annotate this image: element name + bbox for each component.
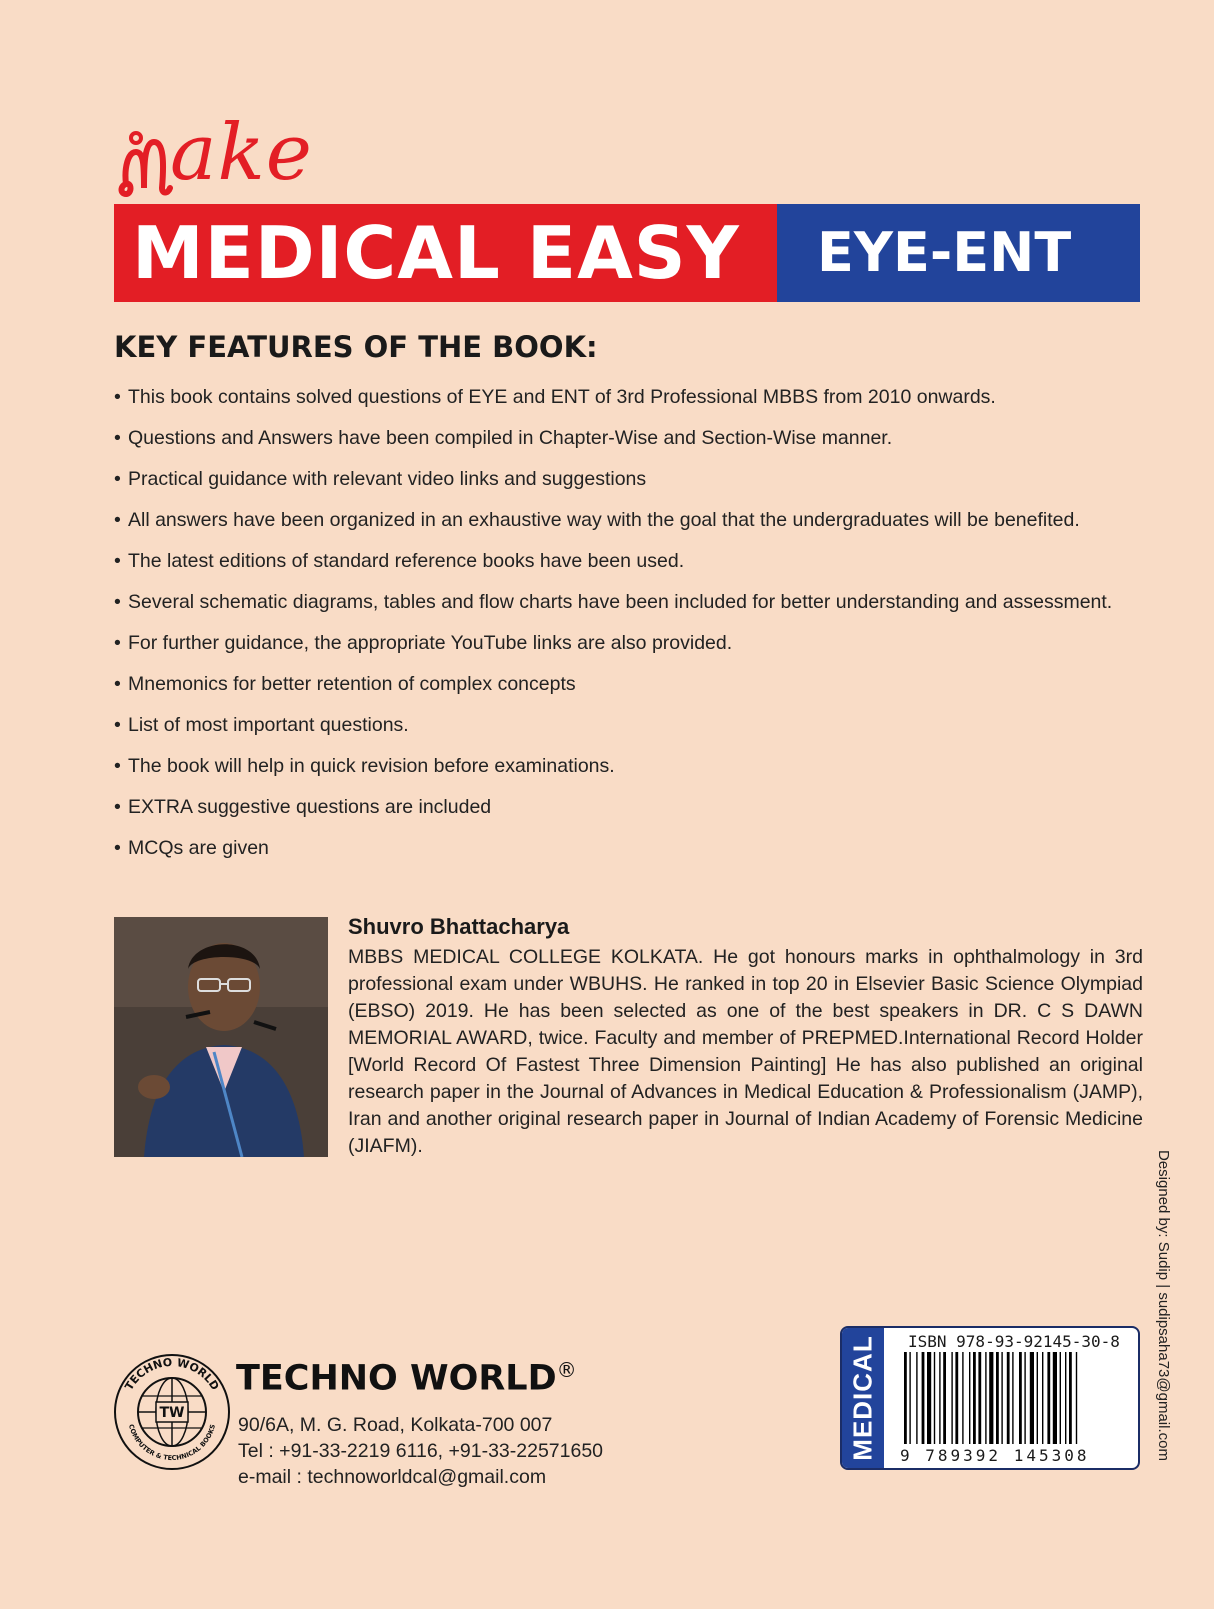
barcode-bar xyxy=(909,1352,910,1444)
list-item: • All answers have been organized in an exhaustive way with the goal that the undergraduates will be benefited. xyxy=(114,505,1194,546)
list-item: • This book contains solved questions of EYE and ENT of 3rd Professional MBBS from 2010 onwards. xyxy=(114,382,1194,423)
publisher-email: e-mail : technoworldcal@gmail.com xyxy=(238,1466,547,1488)
logo-monogram: TW xyxy=(159,1405,185,1421)
bullet-icon: • xyxy=(114,509,121,531)
barcode-bar xyxy=(969,1352,970,1444)
barcode-icon xyxy=(902,1352,1132,1444)
barcode-bar xyxy=(1030,1352,1034,1444)
bullet-icon: • xyxy=(114,632,121,654)
publisher-logo xyxy=(112,1352,232,1472)
banner-subtitle: EYE-ENT xyxy=(777,204,1140,302)
publisher-phone: Tel : +91-33-2219 6116, +91-33-22571650 xyxy=(238,1440,604,1462)
isbn-barcode-block xyxy=(840,1326,1140,1470)
make-script-logo xyxy=(118,108,418,210)
list-item: • MCQs are given xyxy=(114,833,1194,874)
barcode-bar xyxy=(955,1352,958,1444)
bullet-icon: • xyxy=(114,550,121,572)
logo-ring-bottom-text: COMPUTER & TECHNICAL BOOKS xyxy=(126,1423,218,1463)
key-features-heading: KEY FEATURES OF THE BOOK: xyxy=(114,330,598,364)
key-features-list xyxy=(114,382,1194,874)
designer-credit: Designed by: Sudip | sudipsaha73@gmail.com xyxy=(1155,1150,1172,1461)
list-item: • The latest editions of standard reference books have been used. xyxy=(114,546,1194,587)
title-banner xyxy=(114,204,1140,302)
barcode-bar xyxy=(1024,1352,1025,1444)
bullet-icon: • xyxy=(114,796,121,818)
barcode-bar xyxy=(962,1352,963,1444)
barcode-bar xyxy=(1060,1352,1061,1444)
author-portrait-icon xyxy=(114,917,328,1157)
barcode-bar xyxy=(943,1352,946,1444)
barcode-bar xyxy=(1069,1352,1072,1444)
barcode-bar xyxy=(951,1352,952,1444)
list-item: • For further guidance, the appropriate YouTube links are also provided. xyxy=(114,628,1194,669)
publisher-name: TECHNO WORLD® xyxy=(236,1358,577,1399)
barcode-bar xyxy=(978,1352,981,1444)
barcode-bar xyxy=(985,1352,986,1444)
barcode-bar xyxy=(939,1352,940,1444)
barcode-bar xyxy=(1053,1352,1057,1444)
barcode-bar xyxy=(1037,1352,1038,1444)
bullet-icon: • xyxy=(114,755,121,777)
list-item: • List of most important questions. xyxy=(114,710,1194,751)
list-item: • Mnemonics for better retention of complex concepts xyxy=(114,669,1194,710)
list-item: • Several schematic diagrams, tables and flow charts have been included for better understanding and assessment. xyxy=(114,587,1194,628)
barcode-bar xyxy=(1076,1352,1077,1444)
barcode-bar xyxy=(922,1352,925,1444)
isbn-text: ISBN 978-93-92145-30-8 xyxy=(908,1332,1120,1351)
author-name: Shuvro Bhattacharya xyxy=(348,914,570,939)
logo-ring-top-text: TECHNO WORLD xyxy=(122,1355,222,1393)
barcode-bar xyxy=(1047,1352,1050,1444)
list-item: • EXTRA suggestive questions are included xyxy=(114,792,1194,833)
author-bio: MBBS MEDICAL COLLEGE KOLKATA. He got honours marks in ophthalmology in 3rd professional exam under WBUHS. He ranked in top 20 in Elsevier Basic Science Olympiad (EBSO) 2019. He has been selected as one of the best speakers in DR. C S DAWN MEMORIAL AWARD, twice. Faculty and member of PREPMED.International Record Holder [World Record Of Fastest Three Dimension Painting] He has also published an original research paper in the Journal of Advances in Medical Education & Professionalism (JAMP), Iran and another original research paper in Journal of Indian Academy of Forensic Medicine (JIAFM). xyxy=(348,946,1143,1157)
bullet-icon: • xyxy=(114,714,121,736)
make-script-text: ake xyxy=(170,108,313,198)
barcode-bar xyxy=(996,1352,999,1444)
barcode-bar xyxy=(1001,1352,1002,1444)
barcode-bar xyxy=(1042,1352,1043,1444)
author-photo xyxy=(114,917,328,1157)
barcode-bar xyxy=(916,1352,917,1444)
list-item: • Practical guidance with relevant video links and suggestions xyxy=(114,464,1194,505)
barcode-bar xyxy=(1019,1352,1022,1444)
barcode-digits: 9 789392 145308 xyxy=(900,1446,1090,1465)
list-item: • Questions and Answers have been compiled in Chapter-Wise and Section-Wise manner. xyxy=(114,423,1194,464)
globe-logo-icon xyxy=(112,1352,232,1472)
bullet-icon: • xyxy=(114,427,121,449)
barcode-bar xyxy=(927,1352,931,1444)
stethoscope-m-icon xyxy=(118,128,178,208)
banner-main-title: MEDICAL EASY xyxy=(114,204,777,302)
barcode-bar xyxy=(1012,1352,1013,1444)
bullet-icon: • xyxy=(114,386,121,408)
barcode-bar xyxy=(989,1352,993,1444)
barcode-bar xyxy=(904,1352,907,1444)
publisher-address: 90/6A, M. G. Road, Kolkata-700 007 xyxy=(238,1414,553,1436)
bullet-icon: • xyxy=(114,673,121,695)
barcode-bar xyxy=(1007,1352,1010,1444)
category-label: MEDICAL xyxy=(842,1328,884,1468)
bullet-icon: • xyxy=(114,468,121,490)
barcode-bar xyxy=(1065,1352,1066,1444)
bullet-icon: • xyxy=(114,591,121,613)
bullet-icon: • xyxy=(114,837,121,859)
barcode-bar xyxy=(934,1352,935,1444)
list-item: • The book will help in quick revision before examinations. xyxy=(114,751,1194,792)
barcode-bar xyxy=(973,1352,976,1444)
